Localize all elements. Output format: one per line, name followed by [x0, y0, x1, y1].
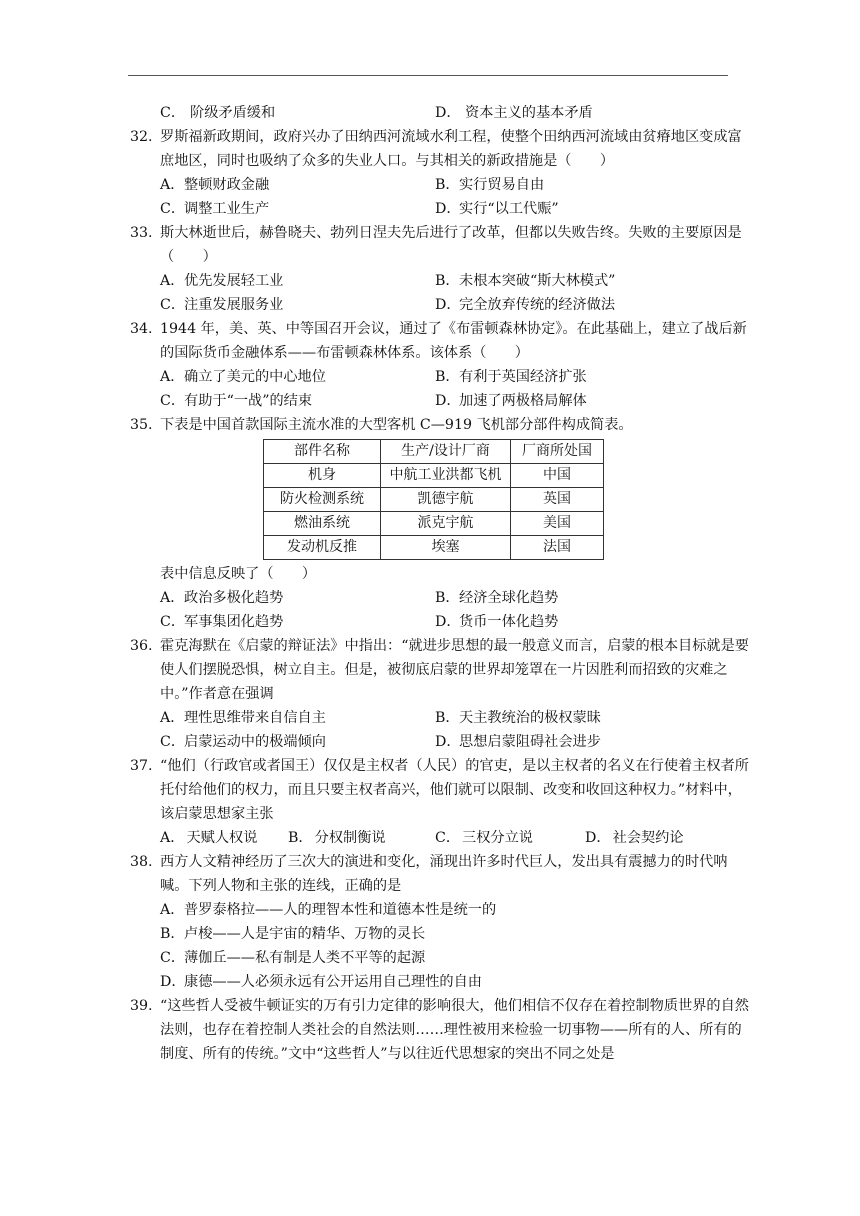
- option-d: D． 实行“以工代赈”: [435, 201, 559, 217]
- question-number: 34.: [130, 321, 153, 337]
- option-d: D． 思想启蒙阻碍社会进步: [435, 734, 601, 750]
- table-cell: 法国: [511, 536, 604, 560]
- question-prompt: 表中信息反映了（ ）: [160, 566, 317, 582]
- question-stem: 西方人文精神经历了三次大的演进和变化，涌现出许多时代巨人，发出具有震撼力的时代呐喊。下列人物和主张的连线，正确的是: [160, 854, 728, 894]
- table-cell: 凯德宇航: [381, 488, 511, 512]
- option-c: C． 启蒙运动中的极端倾向: [160, 734, 326, 750]
- table-cell: 燃油系统: [264, 512, 381, 536]
- option-a: A． 确立了美元的中心地位: [160, 369, 326, 385]
- table-cell: 机身: [264, 464, 381, 488]
- q31-options: [160, 101, 750, 125]
- question-number: 35.: [130, 417, 153, 433]
- option-b: B． 天主教统治的极权蒙昧: [435, 710, 601, 726]
- question-number: 37.: [130, 758, 153, 774]
- table-header: 生产/设计厂商: [381, 440, 511, 464]
- question-stem: 下表是中国首款国际主流水准的大型客机 C—919 飞机部分部件构成简表。: [160, 417, 633, 433]
- option-b: B． 有利于英国经济扩张: [435, 369, 587, 385]
- table-cell: 防火检测系统: [264, 488, 381, 512]
- option-a: A． 普罗泰格拉——人的理智本性和道德本性是统一的: [160, 902, 497, 918]
- question-stem: 1944 年，美、英、中等国召开会议，通过了《布雷顿森林协定》。在此基础上，建立了战后新的国际货币金融体系——布雷顿森林体系。该体系（ ）: [160, 321, 747, 361]
- table-cell: 美国: [511, 512, 604, 536]
- question-36: [130, 634, 750, 754]
- table-cell: 中航工业洪都飞机: [381, 464, 511, 488]
- option-d: D． 康德——人必须永远有公开运用自己理性的自由: [160, 974, 482, 990]
- question-stem: “他们（行政官或者国王）仅仅是主权者（人民）的官吏，是以主权者的名义在行使着主权者所托付给他们的权力，而且只要主权者高兴，他们就可以限制、改变和收回这种权力。”材料中，该启蒙思想家主张: [160, 758, 749, 822]
- question-number: 32.: [130, 129, 153, 145]
- option-c: C． 注重发展服务业: [160, 297, 284, 313]
- options-row: [160, 826, 750, 850]
- parts-table: [263, 439, 604, 560]
- option-c: C． 军事集团化趋势: [160, 614, 284, 630]
- q31-option-d: D． 资本主义的基本矛盾: [435, 105, 593, 121]
- option-c: C． 薄伽丘——私有制是人类不平等的起源: [160, 950, 426, 966]
- option-d: D． 货币一体化趋势: [435, 614, 559, 630]
- option-a: A． 理性思维带来自信自主: [160, 710, 326, 726]
- table-row: [264, 536, 604, 560]
- option-d: D． 社会契约论: [585, 830, 684, 846]
- table-header-row: [264, 440, 604, 464]
- table-header: 部件名称: [264, 440, 381, 464]
- table-cell: 派克宇航: [381, 512, 511, 536]
- table-row: [264, 464, 604, 488]
- question-37: [130, 754, 750, 850]
- table-cell: 英国: [511, 488, 604, 512]
- option-b: B． 实行贸易自由: [435, 177, 545, 193]
- table-cell: 发动机反推: [264, 536, 381, 560]
- question-number: 36.: [130, 638, 153, 654]
- option-d: D． 完全放弃传统的经济做法: [435, 297, 616, 313]
- question-38: [130, 850, 750, 994]
- table-row: [264, 512, 604, 536]
- question-number: 38.: [130, 854, 153, 870]
- header-rule: [128, 75, 728, 76]
- option-a: A． 政治多极化趋势: [160, 590, 284, 606]
- option-c: C． 有助于“一战”的结束: [160, 393, 313, 409]
- option-a: A． 优先发展轻工业: [160, 273, 284, 289]
- question-33: [130, 221, 750, 317]
- q31-option-c: C． 阶级矛盾缓和: [160, 105, 276, 121]
- question-number: 33.: [130, 225, 153, 241]
- option-b: B． 经济全球化趋势: [435, 590, 559, 606]
- table-row: [264, 488, 604, 512]
- question-number: 39.: [130, 998, 153, 1014]
- option-c: C． 三权分立说: [435, 830, 533, 846]
- option-c: C． 调整工业生产: [160, 201, 270, 217]
- question-32: [130, 125, 750, 221]
- question-stem: 罗斯福新政期间，政府兴办了田纳西河流域水利工程，使整个田纳西河流域由贫瘠地区变成富庶地区，同时也吸纳了众多的失业人口。与其相关的新政措施是（ ）: [160, 129, 742, 169]
- option-a: A． 天赋人权说: [160, 830, 258, 846]
- question-stem: 斯大林逝世后，赫鲁晓夫、勃列日涅夫先后进行了改革，但都以失败告终。失败的主要原因是（ ）: [160, 225, 742, 265]
- question-34: [130, 317, 750, 413]
- question-stem: “这些哲人受被牛顿证实的万有引力定律的影响很大，他们相信不仅存在着控制物质世界的自然法则，也存在着控制人类社会的自然法则……理性被用来检验一切事物——所有的人、所有的制度、所有的传统。”文中“这些哲人”与以往近代思想家的突出不同之处是: [160, 998, 749, 1062]
- option-d: D． 加速了两极格局解体: [435, 393, 587, 409]
- option-b: B． 分权制衡说: [288, 830, 386, 846]
- option-a: A． 整顿财政金融: [160, 177, 270, 193]
- table-cell: 埃塞: [381, 536, 511, 560]
- table-header: 厂商所处国: [511, 440, 604, 464]
- option-b: B． 未根本突破“斯大林模式”: [435, 273, 616, 289]
- question-stem: 霍克海默在《启蒙的辩证法》中指出：“就进步思想的最一般意义而言，启蒙的根本目标就是要使人们摆脱恐惧，树立自主。但是，被彻底启蒙的世界却笼罩在一片因胜利而招致的灾难之中。”作者意在强调: [160, 638, 749, 702]
- exam-page: [130, 101, 750, 1066]
- table-cell: 中国: [511, 464, 604, 488]
- question-39: [130, 994, 750, 1066]
- option-b: B． 卢梭——人是宇宙的精华、万物的灵长: [160, 926, 426, 942]
- question-35: [130, 413, 750, 634]
